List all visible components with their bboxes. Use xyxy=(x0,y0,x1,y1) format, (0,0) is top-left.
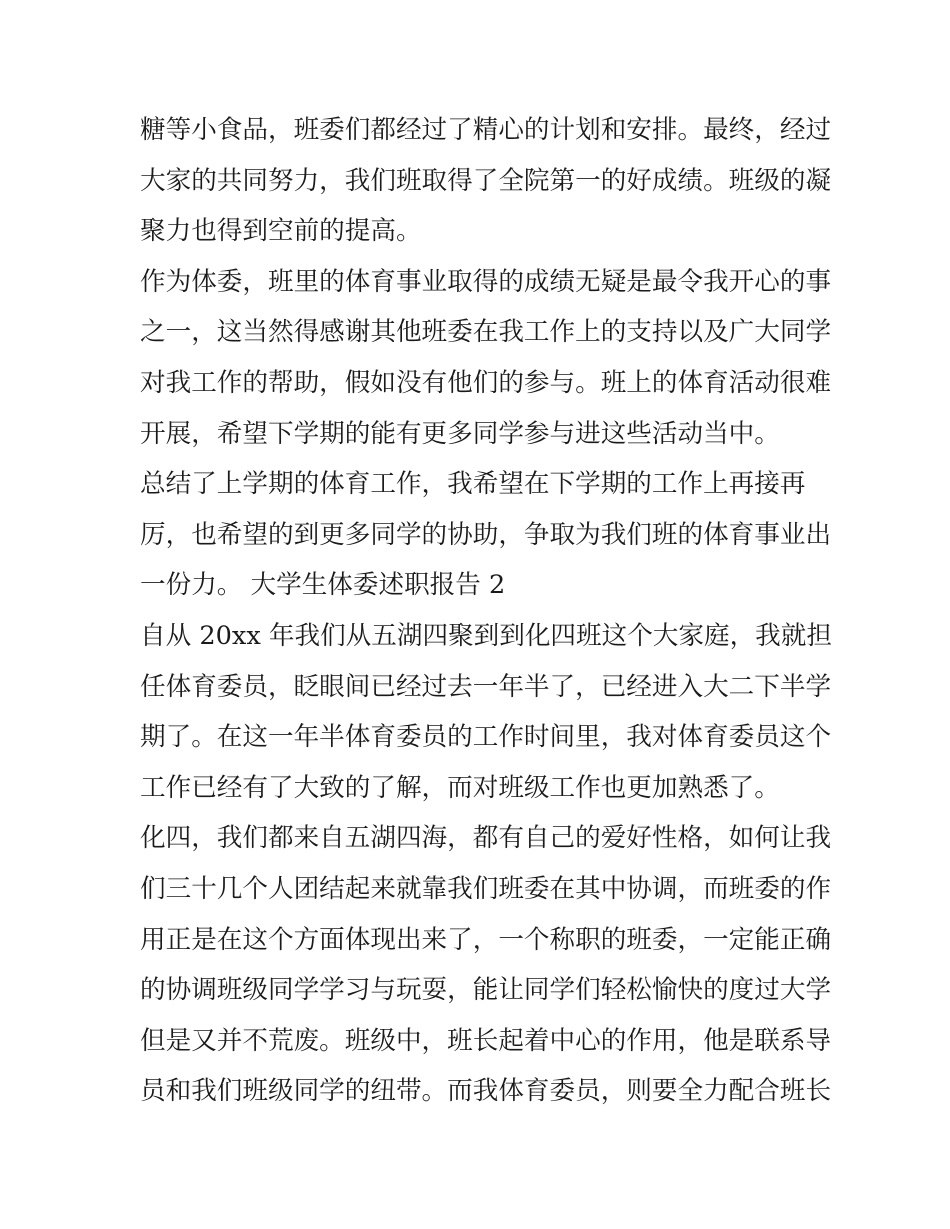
text-line: 用正是在这个方面体现出来了，一个称职的班委，一定能正确 xyxy=(140,924,832,955)
text-line: 作为体委，班里的体育事业取得的成绩无疑是最令我开心的事 xyxy=(140,266,832,297)
text-line: 但是又并不荒废。班级中，班长起着中心的作用，他是联系导 xyxy=(140,1025,832,1056)
text-line: 开展，希望下学期的能有更多同学参与进这些活动当中。 xyxy=(140,418,780,449)
text-line: 对我工作的帮助，假如没有他们的参与。班上的体育活动很难 xyxy=(140,367,832,398)
text-line: 总结了上学期的体育工作，我希望在下学期的工作上再接再 xyxy=(140,469,806,500)
text-line: 自从 20xx 年我们从五湖四聚到到化四班这个大家庭，我就担 xyxy=(140,620,832,651)
text-line: 们三十几个人团结起来就靠我们班委在其中协调，而班委的作 xyxy=(140,873,832,904)
document-page xyxy=(140,105,830,1117)
text-line: 糖等小食品，班委们都经过了精心的计划和安排。最终，经过 xyxy=(140,115,832,145)
text-line: 之一，这当然得感谢其他班委在我工作上的支持以及广大同学 xyxy=(140,317,832,348)
text-line: 期了。在这一年半体育委员的工作时间里，我对体育委员这个 xyxy=(140,722,832,753)
text-line: 的协调班级同学学习与玩耍，能让同学们轻松愉快的度过大学 xyxy=(140,975,832,1006)
text-line: 化四，我们都来自五湖四海，都有自己的爱好性格，如何让我 xyxy=(140,823,832,854)
text-line: 一份力。 大学生体委述职报告 2 xyxy=(140,570,506,601)
text-line: 员和我们班级同学的纽带。而我体育委员，则要全力配合班长 xyxy=(140,1076,832,1107)
text-line: 任体育委员，眨眼间已经过去一年半了，已经进入大二下半学 xyxy=(140,671,832,702)
text-line: 工作已经有了大致的了解，而对班级工作也更加熟悉了。 xyxy=(140,772,780,803)
text-line: 聚力也得到空前的提高。 xyxy=(140,216,422,247)
text-line: 厉，也希望的到更多同学的协助，争取为我们班的体育事业出 xyxy=(140,519,832,550)
text-line: 大家的共同努力，我们班取得了全院第一的好成绩。班级的凝 xyxy=(140,165,832,196)
